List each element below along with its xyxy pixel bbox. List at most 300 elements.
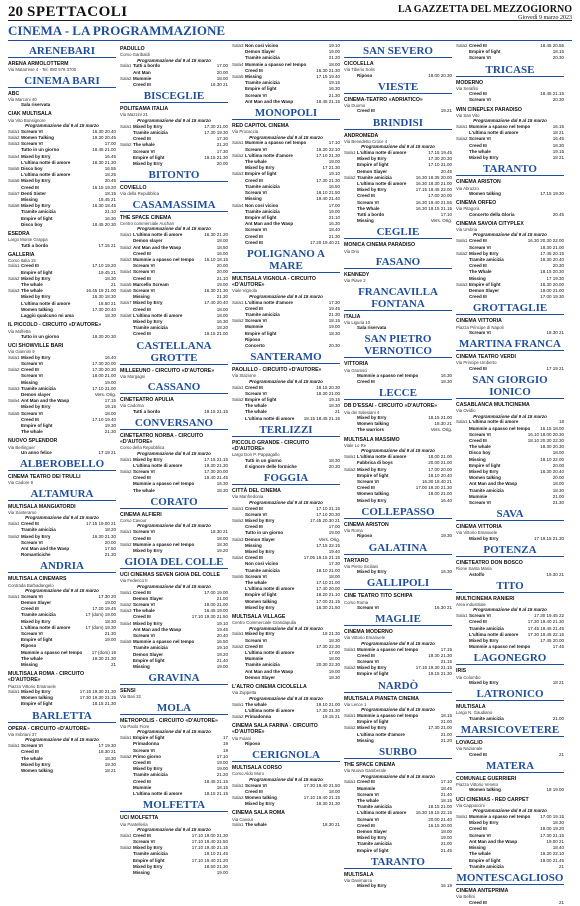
cinema-name[interactable]: PADULLO [120, 46, 145, 52]
film-title[interactable]: Creed III [245, 233, 263, 239]
film-title[interactable]: Tramite amicizia [133, 129, 168, 135]
film-title[interactable]: Demon Slayer [469, 287, 500, 293]
film-title[interactable]: The whale [245, 409, 267, 415]
cinema-name[interactable]: CITTÀ DEL CINEMA [232, 488, 281, 495]
cinema-name[interactable]: TARTARO [344, 557, 369, 564]
film-title[interactable]: Women talking [21, 767, 53, 773]
film-title[interactable]: Mummie [133, 784, 152, 790]
film-title[interactable]: Missing [469, 275, 486, 281]
film-title[interactable]: Tramite amicizia [469, 715, 504, 721]
cinema-name[interactable]: MULTISALA MASSIMO [344, 436, 400, 443]
film-title[interactable]: Creed III [21, 749, 39, 755]
film-title[interactable]: The whale [245, 701, 267, 707]
film-title[interactable]: Creed III [245, 305, 263, 311]
cinema-name[interactable]: CASABLANCA MULTICINEMA [456, 401, 530, 408]
film-title[interactable]: Creed III [245, 384, 263, 390]
film-title[interactable]: Tutti a bordo [133, 63, 161, 69]
film-title[interactable]: Concerto della Gloria [469, 211, 515, 217]
film-title[interactable]: Tutti a bordo [21, 242, 49, 248]
film-title[interactable]: Tramite amicizia [245, 567, 280, 573]
film-title[interactable]: Mixed by Erry [357, 497, 387, 503]
cinema-name[interactable]: MULTISALA VILLAGE [232, 614, 286, 620]
film-title[interactable]: Empire of light [469, 857, 501, 863]
film-title[interactable]: L'ultima notte di amore [245, 586, 295, 592]
film-title[interactable]: Scream VI [133, 601, 155, 607]
cinema-name[interactable]: CINEMA ALFIERI [120, 511, 162, 518]
film-title[interactable]: L'ultima notte di amore [357, 150, 407, 156]
film-title[interactable]: Missing [133, 664, 150, 669]
cinema-name[interactable]: MULTICINEMA RANIERI [456, 595, 515, 602]
cinema-name[interactable]: DB D'ESSAI - CIRCUITO «D'AUTORE» [344, 403, 438, 410]
cinema-name[interactable]: CINETEATRO NORBA - CIRCUITO «D'AUTORE» [120, 432, 204, 446]
film-title[interactable]: L'ultima notte di amore [245, 415, 295, 421]
cinema-name[interactable]: CINETEATRO DON BOSCO [456, 560, 523, 566]
film-title[interactable]: Tutto in un giorno [21, 147, 60, 153]
film-title[interactable]: Scream VI [469, 832, 491, 838]
film-title[interactable]: Scream VI [133, 529, 155, 535]
film-title[interactable]: The whale [133, 142, 155, 148]
cinema-name[interactable]: L'ALTRO CINEMA CICOLELLA [232, 684, 307, 691]
film-title[interactable]: Scream VI [133, 469, 155, 475]
film-title[interactable]: Scream VI [133, 287, 155, 293]
film-title[interactable]: Missing [357, 737, 374, 743]
film-title[interactable]: L'ultima notte di amore [245, 707, 295, 713]
film-title[interactable]: Women talking [357, 491, 389, 497]
film-title[interactable]: Empire of light [245, 86, 277, 92]
cinema-name[interactable]: RED CAPITOL CINEMA [232, 123, 289, 130]
film-title[interactable]: Mixed by Erry [133, 547, 163, 553]
film-title[interactable]: Empire of light [469, 281, 501, 287]
film-title[interactable]: Mixed by Erry [133, 863, 163, 869]
film-title[interactable]: L'ultima notte di amore [245, 650, 295, 656]
cinema-name[interactable]: CINEMA TEATRO DEI TRULLI [8, 474, 81, 481]
film-title[interactable]: Women talking [357, 421, 389, 427]
film-title[interactable]: Scream VI [357, 658, 379, 664]
film-title[interactable]: Tramite amicizia [245, 662, 280, 668]
film-title[interactable]: Riposo [357, 533, 373, 539]
film-title[interactable]: Mummie a spasso nel tempo [133, 481, 195, 487]
cinema-name[interactable]: CINEMA SALA FARINA - CIRCUITO «D'AUTORE» [232, 723, 318, 736]
film-title[interactable]: Marcello Scream [133, 281, 169, 287]
film-title[interactable]: Mummie a spasso nel tempo [245, 61, 307, 67]
film-title[interactable]: Creed III [357, 779, 375, 785]
film-title[interactable]: Scream VI [357, 199, 379, 205]
film-title[interactable]: Tramite amicizia [245, 208, 280, 214]
film-title[interactable]: Empire of light [245, 171, 277, 177]
film-title[interactable]: Mummie a spasso nel tempo [357, 646, 419, 652]
film-title[interactable]: Scream VI [21, 373, 43, 379]
film-title[interactable]: Women talking [469, 190, 501, 196]
film-title[interactable]: Scream VI [133, 148, 155, 154]
film-title[interactable]: Mixed by Erry [357, 466, 387, 472]
film-title[interactable]: Missing [133, 294, 150, 300]
film-title[interactable]: Empire of light [133, 735, 165, 741]
film-title[interactable]: Women talking [469, 787, 501, 793]
film-title[interactable]: Women Talking [21, 135, 54, 141]
film-title[interactable]: Scream VI [245, 637, 267, 643]
film-title[interactable]: Non così vicino [245, 202, 279, 208]
film-title[interactable]: Scream VI [21, 593, 43, 599]
film-title[interactable]: L'ultima notte di amore [469, 419, 519, 425]
film-title[interactable]: Mummie [245, 324, 264, 330]
cinema-name[interactable]: SENSI [120, 688, 136, 695]
film-title[interactable]: Creed III [245, 643, 263, 649]
cinema-name[interactable]: MULTISALA [344, 871, 374, 878]
film-title[interactable]: Creed III [357, 485, 375, 491]
film-title[interactable]: Tramite amicizia [357, 841, 392, 847]
film-title[interactable]: Empire of light [21, 269, 53, 275]
film-title[interactable]: Mixed by Erry [245, 517, 275, 523]
film-title[interactable]: Primadonna [245, 713, 272, 719]
film-title[interactable]: Creed III [133, 778, 151, 784]
film-title[interactable]: Creed III [245, 177, 263, 183]
film-title[interactable]: The whale [469, 148, 491, 154]
film-title[interactable]: Scream VI [357, 478, 379, 484]
film-title[interactable]: Mixed by Erry [21, 294, 51, 300]
film-title[interactable]: Mixed by Erry [21, 618, 51, 624]
film-title[interactable]: Creed III [357, 193, 375, 199]
film-title[interactable]: Mummie a spasso nel tempo [245, 140, 307, 146]
film-title[interactable]: Creed III [21, 184, 39, 190]
film-title[interactable]: Creed III [469, 826, 487, 832]
film-title[interactable]: Mixed by Erry [245, 801, 275, 807]
film-title[interactable]: Scream VI [469, 244, 491, 250]
film-title[interactable]: Riposo [245, 336, 261, 342]
film-title[interactable]: Scream VI [245, 92, 267, 98]
film-title[interactable]: Ant Man and the Wasp [245, 668, 294, 674]
film-title[interactable]: Empire of light [357, 847, 389, 853]
cinema-name[interactable]: MODERNO [456, 79, 484, 86]
film-title[interactable]: Missing [21, 662, 38, 668]
film-title[interactable]: Creed III [469, 751, 487, 757]
film-title[interactable]: Ant Man and the Wasp [133, 626, 182, 632]
cinema-name[interactable]: LOVAGLIO [456, 740, 483, 747]
film-title[interactable]: Scream VI [21, 141, 43, 147]
cinema-name[interactable]: CINEMA TEATRO VERDI [456, 354, 516, 361]
cinema-name[interactable]: MONICA CINEMA PARADISO [344, 242, 415, 249]
film-title[interactable]: Missing [133, 869, 150, 875]
film-title[interactable]: Tramite amicizia [245, 183, 280, 189]
cinema-name[interactable]: CINEMA MODERNO [344, 629, 393, 636]
film-title[interactable]: Mixed by Erry [357, 883, 387, 889]
film-title[interactable]: Mixed by Erry [133, 456, 163, 462]
film-title[interactable]: Romanticiche [21, 552, 51, 558]
film-title[interactable]: Creed III [357, 379, 375, 385]
film-title[interactable]: Mummie a spasso nel tempo [357, 713, 419, 718]
film-title[interactable]: Creed III [469, 294, 487, 300]
film-title[interactable]: Mixed by Erry [133, 318, 163, 324]
film-title[interactable]: Tramite amicizia [21, 385, 56, 391]
film-title[interactable]: Riposo [245, 740, 261, 746]
film-title[interactable]: Tutto in un giorno [21, 333, 60, 339]
film-title[interactable]: Scream VI [21, 360, 43, 366]
film-title[interactable]: Missing [469, 456, 486, 462]
film-title[interactable]: Mummie a spasso nel tempo [469, 814, 531, 820]
film-title[interactable]: Tutti a bordo [133, 408, 161, 414]
cinema-name[interactable]: PAOLILLO - CIRCUITO «D'AUTORE» [232, 367, 322, 374]
film-title[interactable]: Riposo [357, 72, 373, 78]
cinema-name[interactable]: UCI MOLFETTA [120, 815, 159, 822]
film-title[interactable]: Creed III [469, 365, 487, 371]
film-title[interactable]: Disco boy [21, 166, 43, 172]
film-title[interactable]: Missing [21, 379, 38, 385]
film-title[interactable]: Creed III [245, 788, 263, 794]
film-title[interactable]: L'ultima notte di amore [21, 300, 71, 306]
film-title[interactable]: Mixed by Erry [357, 415, 387, 421]
film-title[interactable]: L'ultima notte di amore [357, 454, 407, 460]
film-title[interactable]: Mixed by Erry [357, 665, 387, 671]
film-title[interactable]: Missing [245, 196, 262, 202]
film-title[interactable]: The whale [245, 159, 267, 165]
cinema-name[interactable]: THE SPACE CINEMA [120, 214, 172, 221]
cinema-name[interactable]: CINEMA ARISTON [456, 179, 501, 186]
film-title[interactable]: Mixed by Erry [469, 535, 499, 541]
film-title[interactable]: Mixed by Erry [21, 275, 51, 281]
film-title[interactable]: Mixed by Erry [357, 835, 387, 841]
film-title[interactable]: Demon Slayer [245, 49, 276, 55]
cinema-name[interactable]: UCI CINEMAS SEVEN GIOIA DEL COLLE [120, 572, 221, 579]
film-title[interactable]: Mummie a spasso nel tempo [469, 425, 531, 431]
film-title[interactable]: Scream VI [357, 791, 379, 797]
cinema-name[interactable]: CIAK MULTISALA [8, 111, 52, 118]
cinema-name[interactable]: ABC [8, 90, 20, 97]
film-title[interactable]: Demon Slayer [245, 536, 276, 542]
film-title[interactable]: Mummie a spasso nel tempo [469, 644, 531, 650]
film-title[interactable]: Demon Slayer [357, 168, 388, 174]
film-title[interactable]: Mixed by Erry [469, 155, 499, 161]
film-title[interactable]: Mixed by Erry [133, 300, 163, 306]
cinema-name[interactable]: CINEMA ANTEPRIMA [456, 887, 509, 894]
film-title[interactable]: Creed III [357, 108, 375, 114]
film-title[interactable]: Il signore delle formiche [245, 463, 297, 469]
film-title[interactable]: Creed III [245, 524, 263, 530]
film-title[interactable]: Creed III [469, 899, 487, 905]
film-title[interactable]: Creed III [133, 475, 151, 481]
film-title[interactable]: Mixed by Erry [133, 123, 163, 129]
film-title[interactable]: Creed III [21, 606, 39, 612]
film-title[interactable]: Creed III [245, 239, 263, 245]
film-title[interactable]: Mixed by Erry [469, 250, 499, 256]
cinema-name[interactable]: UCI SHOWVILLE BARI [8, 343, 64, 350]
film-title[interactable]: Scream VI [469, 97, 491, 103]
film-title[interactable]: The whale [21, 288, 43, 294]
cinema-name[interactable]: CINE TEATRO TITO SCHIPA [344, 593, 413, 600]
film-title[interactable]: Creed III [245, 67, 263, 73]
film-title[interactable]: Creed III [245, 505, 263, 511]
film-title[interactable]: The whale [21, 655, 43, 661]
film-title[interactable]: Scream VI [133, 747, 155, 753]
film-title[interactable]: Tutti a bordo [357, 212, 385, 218]
film-title[interactable]: Scream VI [21, 631, 43, 637]
film-title[interactable]: Women talking [21, 695, 53, 701]
film-title[interactable]: Demon Slayer [133, 651, 164, 657]
film-title[interactable]: Creed III [133, 136, 151, 142]
cinema-name[interactable]: PICCOLO GRANDE - CIRCUITO «D'AUTORE» [232, 439, 310, 453]
film-title[interactable]: Women talking [245, 598, 277, 604]
cinema-name[interactable]: MILLEEUNO - CIRCUITO «D'AUTORE» [120, 367, 215, 374]
film-title[interactable]: Tramite amicizia [21, 209, 56, 215]
film-title[interactable]: Mixed by Erry [133, 160, 163, 166]
cinema-name[interactable]: CINETEATRO APULIA [120, 397, 174, 404]
film-title[interactable]: Mixed by Erry [245, 631, 275, 637]
film-title[interactable]: Tramite amicizia [133, 325, 168, 331]
film-title[interactable]: Denti Sister [21, 190, 47, 196]
film-title[interactable]: Disco boy [469, 450, 491, 456]
film-title[interactable]: Scream VI [133, 263, 155, 269]
film-title[interactable]: Creed III [133, 306, 151, 312]
cinema-name[interactable]: ANDROMEDA [344, 132, 379, 139]
cinema-name[interactable]: POLITEAMA ITALIA [120, 106, 169, 113]
film-title[interactable]: Tramite amicizia [469, 487, 504, 493]
film-title[interactable]: Missing [21, 197, 38, 203]
cinema-name[interactable]: CINEMA VITTORIA [456, 524, 502, 531]
film-title[interactable]: Women talking [245, 794, 277, 800]
film-title[interactable]: Scream VI [245, 190, 267, 196]
cinema-name[interactable]: IRIS [456, 668, 467, 675]
film-title[interactable]: Scream VI [469, 55, 491, 61]
film-title[interactable]: Scream VI [357, 604, 379, 610]
film-title[interactable]: Demon Slayer [245, 674, 276, 680]
film-title[interactable]: Scream VI [245, 782, 267, 788]
film-title[interactable]: Sala riservata [357, 325, 387, 331]
film-title[interactable]: Mixed by Erry [21, 354, 51, 360]
film-title[interactable]: The whale [21, 755, 43, 761]
film-title[interactable]: Empire of light [21, 215, 53, 221]
film-title[interactable]: Mixed by Erry [245, 548, 275, 554]
film-title[interactable]: Empire of light [469, 462, 501, 468]
cinema-name[interactable]: OPERA - CIRCUITO «D'AUTORE» [8, 725, 90, 732]
film-title[interactable]: Tramite amicizia [469, 625, 504, 631]
film-title[interactable]: Creed III [133, 614, 151, 620]
cinema-name[interactable]: VITTORIA [344, 361, 369, 368]
film-title[interactable]: Empire of light [357, 472, 389, 478]
film-title[interactable]: Un anno felice [21, 449, 52, 455]
cinema-name[interactable]: ESEDRA [8, 231, 30, 238]
film-title[interactable]: Scream VI [245, 511, 267, 517]
film-title[interactable]: Ant Man and the Wasp [21, 398, 70, 404]
film-title[interactable]: The whale [357, 798, 379, 804]
film-title[interactable]: Empire of light [357, 162, 389, 168]
film-title[interactable]: Creed III [133, 275, 151, 281]
film-title[interactable]: The Whale [469, 269, 492, 275]
film-title[interactable]: Mummie a spasso nel tempo [133, 541, 195, 547]
film-title[interactable]: Mummie a spasso nel tempo [133, 256, 195, 262]
film-title[interactable]: Primadonna [133, 741, 160, 747]
film-title[interactable]: Demon Slayer [133, 595, 164, 601]
cinema-name[interactable]: MULTISALA VIGNOLA - CIRCUITO «D'AUTORE» [232, 275, 316, 289]
film-title[interactable]: Tramite amicizia [245, 55, 280, 61]
cinema-name[interactable]: CICOLELLA [344, 61, 374, 67]
cinema-name[interactable]: CINEMA ORFEO [456, 200, 497, 207]
film-title[interactable]: Ant Man and the Wasp [21, 545, 70, 551]
film-title[interactable]: The whale [245, 403, 267, 409]
cinema-name[interactable]: ARENA ARMOLOTTERM [8, 61, 69, 67]
film-title[interactable]: Creed III [469, 437, 487, 443]
film-title[interactable]: Empire of light [245, 397, 277, 403]
film-title[interactable]: Scream VI [469, 329, 491, 335]
film-title[interactable]: Tramite amicizia [245, 312, 280, 317]
film-title[interactable]: Scream VI [245, 390, 267, 396]
film-title[interactable]: Missing [469, 845, 486, 851]
film-title[interactable]: L'ultima notte di amore [133, 312, 183, 318]
cinema-name[interactable]: CINEMA SAVOIA CITYPLEX [456, 220, 524, 227]
cinema-name[interactable]: MULTISALA PIANETA CINEMA [344, 695, 419, 702]
film-title[interactable]: Demon slayer [21, 391, 51, 397]
film-title[interactable]: Empire of light [133, 857, 165, 863]
film-title[interactable]: Mummie [357, 785, 376, 791]
film-title[interactable]: Creed III [21, 367, 39, 373]
film-title[interactable]: Missing [245, 74, 262, 80]
film-title[interactable]: Tramite amicizia [245, 80, 280, 86]
film-title[interactable]: Empire of light [21, 422, 53, 428]
film-title[interactable]: Mummie [133, 75, 152, 81]
film-title[interactable]: Scream VI [21, 128, 43, 134]
film-title[interactable]: Mummie a spasso nel tempo [133, 639, 195, 645]
film-title[interactable]: The whale [245, 821, 267, 827]
film-title[interactable]: Tramite amicizia [469, 863, 504, 869]
cinema-name[interactable]: COVIELLO [120, 185, 147, 192]
film-title[interactable]: Empire of light [133, 657, 165, 663]
cinema-name[interactable]: MULTISALA CORSO [232, 765, 282, 772]
cinema-name[interactable]: KENNEDY [344, 272, 370, 279]
film-title[interactable]: Mummie a spasso nel tempo [357, 373, 419, 379]
film-title[interactable]: Mixed by Erry [21, 689, 51, 695]
cinema-name[interactable]: IL PICCOLO - CIRCUITO «D'AUTORE» [8, 322, 102, 329]
film-title[interactable]: Demon slayer [133, 238, 163, 244]
film-title[interactable]: Women talking [21, 306, 53, 312]
film-title[interactable]: Scream VI [469, 613, 491, 619]
film-title[interactable]: Tramite amicizia [133, 645, 168, 651]
film-title[interactable]: Women talking [469, 475, 501, 481]
film-title[interactable]: Creed III [469, 238, 487, 244]
film-title[interactable]: Scream VI [245, 227, 267, 233]
film-title[interactable]: Mummie a spasso nel tempo [21, 649, 83, 655]
film-title[interactable]: Creed III [133, 331, 151, 337]
film-title[interactable]: Creed III [469, 91, 487, 97]
cinema-name[interactable]: CINEMA SALA ROMA [232, 810, 285, 817]
film-title[interactable]: Scream VI [357, 816, 379, 822]
cinema-name[interactable]: MULTISALA CINEMARS [8, 576, 67, 583]
film-title[interactable]: Mixed by Erry [469, 638, 499, 644]
film-title[interactable]: Ant Man and the Wasp [245, 98, 294, 104]
film-title[interactable]: Non così vicino [245, 43, 279, 48]
film-title[interactable]: L'ultima notte di amore [21, 624, 71, 630]
film-title[interactable]: L'ultima notte d'amore [245, 299, 293, 305]
cinema-name[interactable]: CINEMA-TEATRO «ADRIATICO» [344, 96, 423, 103]
film-title[interactable]: Creed III [21, 521, 39, 527]
film-title[interactable]: Mixed by Erry [21, 178, 51, 184]
film-title[interactable]: Creed III [133, 589, 151, 595]
film-title[interactable]: Missing [245, 542, 262, 548]
film-title[interactable]: Empire of light [245, 592, 277, 598]
film-title[interactable]: Sala riservata [21, 102, 51, 108]
film-title[interactable]: Scream VI [469, 136, 491, 142]
film-title[interactable]: L'ultima notte d'amore [245, 152, 293, 158]
film-title[interactable]: Creed III [357, 822, 375, 828]
film-title[interactable]: Tramite amicizia [133, 851, 168, 857]
film-title[interactable]: The warriors [357, 427, 385, 433]
film-title[interactable]: Laggiù qualcuno mi ama [21, 313, 74, 319]
film-title[interactable]: L'ultima notte di amore [21, 159, 71, 165]
film-title[interactable]: L'ultima notte di amore [357, 810, 407, 816]
film-title[interactable]: Empire of light [357, 671, 389, 677]
film-title[interactable]: The Whale [357, 205, 380, 211]
film-title[interactable]: Scream VI [21, 743, 43, 749]
film-title[interactable]: Empire of light [21, 701, 53, 707]
film-title[interactable]: The whale [469, 851, 491, 857]
cinema-name[interactable]: WIN CINEPLEX PARADISO [456, 106, 522, 113]
film-title[interactable]: L'ultima notte di amore [469, 130, 519, 136]
